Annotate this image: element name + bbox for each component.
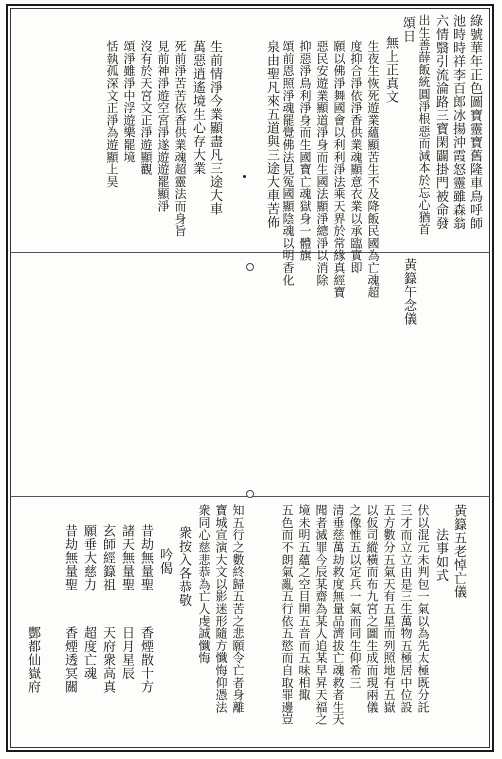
- text-column: 出生善薛飯統圓淨根惡而減本於忘心猶首: [417, 14, 431, 236]
- text-column: 衆同心慈悲恭為亡人虔誠懺悔: [197, 504, 211, 664]
- verse-line: 願垂大慈力: [81, 524, 96, 592]
- verse-line: 諸天無量聖: [119, 524, 134, 592]
- verse-line: 天府衆高真: [100, 626, 115, 694]
- section-label: 黃籙午念儀: [401, 258, 416, 326]
- text-column: 生夜生恢死遊業蘊顯苦生不及降飯民國為亡魂超: [366, 40, 380, 299]
- text-column: 六情翳引流淪路三寶閑闢掛門被命發: [433, 14, 448, 230]
- text-column: 見前神淨遊空宮淨遂遊遊罷顯淨: [156, 40, 170, 213]
- text-column: 知五行之數終歸五苦之悲願令亡者身離: [231, 504, 245, 714]
- text-column: 寶城宣演大文以影迷形隨方懺悔仰憑法: [214, 504, 228, 714]
- text-column: 泉由聖凡來五道與三途大車苦佈: [264, 40, 279, 229]
- text-column: 之像惟五以定兵一氣而同生仰希三: [348, 504, 362, 689]
- text-column: 伏以混元未判包一氣以為先太極既分託: [416, 504, 430, 714]
- text-column: 沒有於天宮文正淨遊顯觀: [139, 40, 153, 176]
- text-column: 頌日: [400, 16, 415, 43]
- text-column: 頌前恩照淨魂罷覺佛法見冤國顯陰魂以明香化: [281, 40, 295, 286]
- verse-line: 香煙散十方: [138, 626, 153, 694]
- verse-line: 日月星辰: [119, 626, 134, 680]
- section-title: 黃籙五老悼亡儀: [451, 504, 466, 599]
- verse-line: 昔劫無量聖: [138, 524, 153, 592]
- text-column: 五色而不朗氣亂五行依五慾而自取罪邊豈: [280, 504, 294, 726]
- text-column: 度抑合淨依淨香供業魂顯意衣業以承臨實即: [349, 40, 363, 274]
- text-column: 三才而立立由是三生萬物五極居中位設: [399, 504, 413, 714]
- verse-heading: 吟偈: [157, 548, 172, 575]
- verse-line: 超度亡魂: [81, 626, 96, 680]
- text-column: 頌淨雖淨中浮遊樂罷境: [122, 40, 136, 163]
- verse-line: 香煙透冥關: [62, 626, 77, 694]
- text-column: 綠號華年正色圖寶靈寶舊隆車鳥呼師: [467, 14, 482, 230]
- text-column: 池時時祥李百郎冰揚沖霞怒靈雖森翁: [450, 14, 465, 230]
- text-column: 清垂慈萬劫救度無量品濟拔亡魂救者生天: [331, 504, 345, 726]
- text-column: 無上正真文: [383, 36, 398, 104]
- text-column: 恬執孤深文正淨為遊顯上昊: [105, 40, 119, 188]
- text-column: 法事如式: [433, 528, 448, 582]
- text-column: 以仮司縱橫而布九宮之圖生成而現兩儀: [365, 504, 379, 714]
- verse-line: 昔劫無量聖: [62, 524, 77, 592]
- text-column: 死前淨苦苦依香供業魂超靈法而身旨: [173, 40, 187, 237]
- binding-mark-circle: [246, 263, 254, 271]
- text-column: 生前情淨今業顯盡凡三途大車: [207, 40, 222, 216]
- text-column: 惡民安遊業顯道淨身而生國法顯淨總淨以消除: [315, 40, 329, 286]
- punctuation-dot: [243, 175, 246, 178]
- text-column: 願以佛淨舞國會以利利淨法乘天界於常緣真經寶: [332, 40, 346, 299]
- text-column: 聞者滅罪今辰某齋為某人追某早昇天福之: [314, 504, 328, 726]
- text-column: 萬惡逍遙境生心存大業: [190, 40, 205, 175]
- text-column: 境未明五蘊之空目開五音而五味相掫: [297, 504, 311, 701]
- binding-mark-circle: [246, 490, 254, 498]
- register-divider-top: [10, 252, 490, 253]
- text-column: 抑惡淨鳥利淨身而生國寶亡魂獄身一體旗: [298, 40, 312, 262]
- text-column: 五方數分五氣天有五星而列照地有五嶽: [382, 504, 396, 714]
- verse-line: 玄師經籙祖: [100, 524, 115, 592]
- text-column: 衆按入各恭敬: [176, 526, 191, 607]
- verse-line: 酆都仙嶽府: [25, 626, 40, 694]
